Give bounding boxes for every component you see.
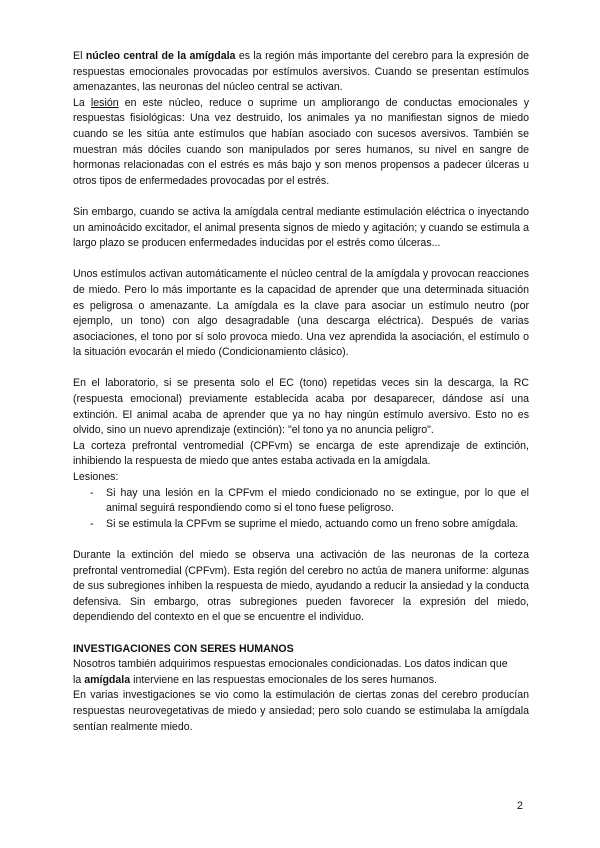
bold-term: núcleo central de la amígdala (85, 50, 236, 62)
bullet-dash: - (90, 517, 94, 530)
paragraph-cpfvm: La corteza prefrontal ventromedial (CPFvm) se encarga de este aprendizaje de extinción, inhibiendo la respuesta de miedo que antes estaba activada en la amígdala. (73, 439, 529, 468)
paragraph-extincion-cpfvm: Durante la extinción del miedo se observa una activación de las neuronas de la corteza prefrontal ventromedial (CPFvm). Esta región del cerebro no actúa de manera uniforme: algunas de sus subregiones inhiben la respuesta de miedo, ayudando a reducir la ansiedad y la conducta defensiva. Sin embargo, otras subregiones pueden favorecer la expresión del miedo, dependiendo del contexto en el que se encuentre el individuo. (73, 549, 529, 624)
bullet-dash: - (90, 486, 94, 499)
text-run: La (73, 96, 91, 109)
list-item (73, 517, 529, 533)
bold-term: amígdala (84, 673, 131, 686)
text-run: es la región más importante del cerebro para la expresión de respuestas emocionales provocadas por estímulos aversivos. Cuando se presentan estímulos amenazantes, las neuronas del núcleo central se activan. (73, 50, 529, 94)
paragraph-extincion: En el laboratorio, si se presenta solo el EC (tono) repetidas veces sin la descarga, la RC (respuesta emocional) previamente establecida acaba por desaparecer, dándose así una extinción. El animal acaba de aprender que ya no hay ningún estímulo aversivo. Esto no es olvido, sino un nuevo aprendizaje (extinción): "el tono ya no anuncia peligro". (73, 377, 529, 437)
paragraph-activacion: Sin embargo, cuando se activa la amígdala central mediante estimulación eléctrica o inyectando un aminoácido excitador, el animal presenta signos de miedo y agitación; y cuando se estimula a largo plazo se producen enfermedades inducidas por el estrés como úlceras... (73, 205, 529, 250)
lesiones-label: Lesiones: (73, 471, 119, 484)
document-body (73, 49, 529, 735)
text-run: El (73, 50, 86, 62)
text-run: en este núcleo, reduce o suprime un ampliorango de conductas emocionales y respuestas fisiológicas: Una vez destruido, los animales ya no manifiestan signos de miedo cuando se les sitúa ante estímulos que habían asociado con sucesos aversivos. También se muestran más dóciles cuando son manipulados por seres humanos, su nivel en sangre de hormonas relacionadas con el estrés es más bajo y son menos propensos a padecer úlceras u otros tipos de enfermedades provocadas por el estrés. (73, 96, 529, 187)
paragraph-amigdala (73, 673, 529, 689)
lesiones-list (73, 486, 529, 533)
list-item-text: Si se estimula la CPFvm se suprime el miedo, actuando como un freno sobre amígdala. (106, 517, 519, 530)
list-item-text: Si hay una lesión en la CPFvm el miedo condicionado no se extingue, por lo que el animal seguirá respondiendo como si el tono fuese peligroso. (106, 486, 529, 515)
paragraph-aprendizaje: Unos estímulos activan automáticamente el núcleo central de la amígdala y provocan reacciones de miedo. Pero lo más importante es la capacidad de aprender que una determinada situación es peligrosa o amenazante. La amígdala es la clave para asociar un estímulo neutro (por ejemplo, un tono) con algo desagradable (una descarga eléctrica). Después de varias asociaciones, el tono por sí solo provoca miedo. Una vez aprendida la asociación, el estímulo o la situación evocarán el miedo (Condicionamiento clásico). (73, 268, 529, 359)
paragraph-investigaciones: En varias investigaciones se vio como la estimulación de ciertas zonas del cerebro producían respuestas neurovegetativas de miedo y ansiedad; pero solo cuando se estimulaba la amígdala sentían realmente miedo. (73, 689, 529, 733)
paragraph-nucleo-central (73, 49, 529, 96)
page-number: 2 (517, 800, 523, 812)
text-run: la (73, 673, 85, 686)
list-item (73, 486, 529, 517)
paragraph-lesion (73, 96, 529, 190)
text-run: interviene en las respuestas emocionales de los seres humanos. (130, 673, 437, 686)
section-heading: INVESTIGACIONES CON SERES HUMANOS (73, 642, 294, 655)
underlined-term: lesión (90, 96, 119, 109)
paragraph-humanos: Nosotros también adquirimos respuestas emocionales condicionadas. Los datos indican que (73, 658, 508, 671)
